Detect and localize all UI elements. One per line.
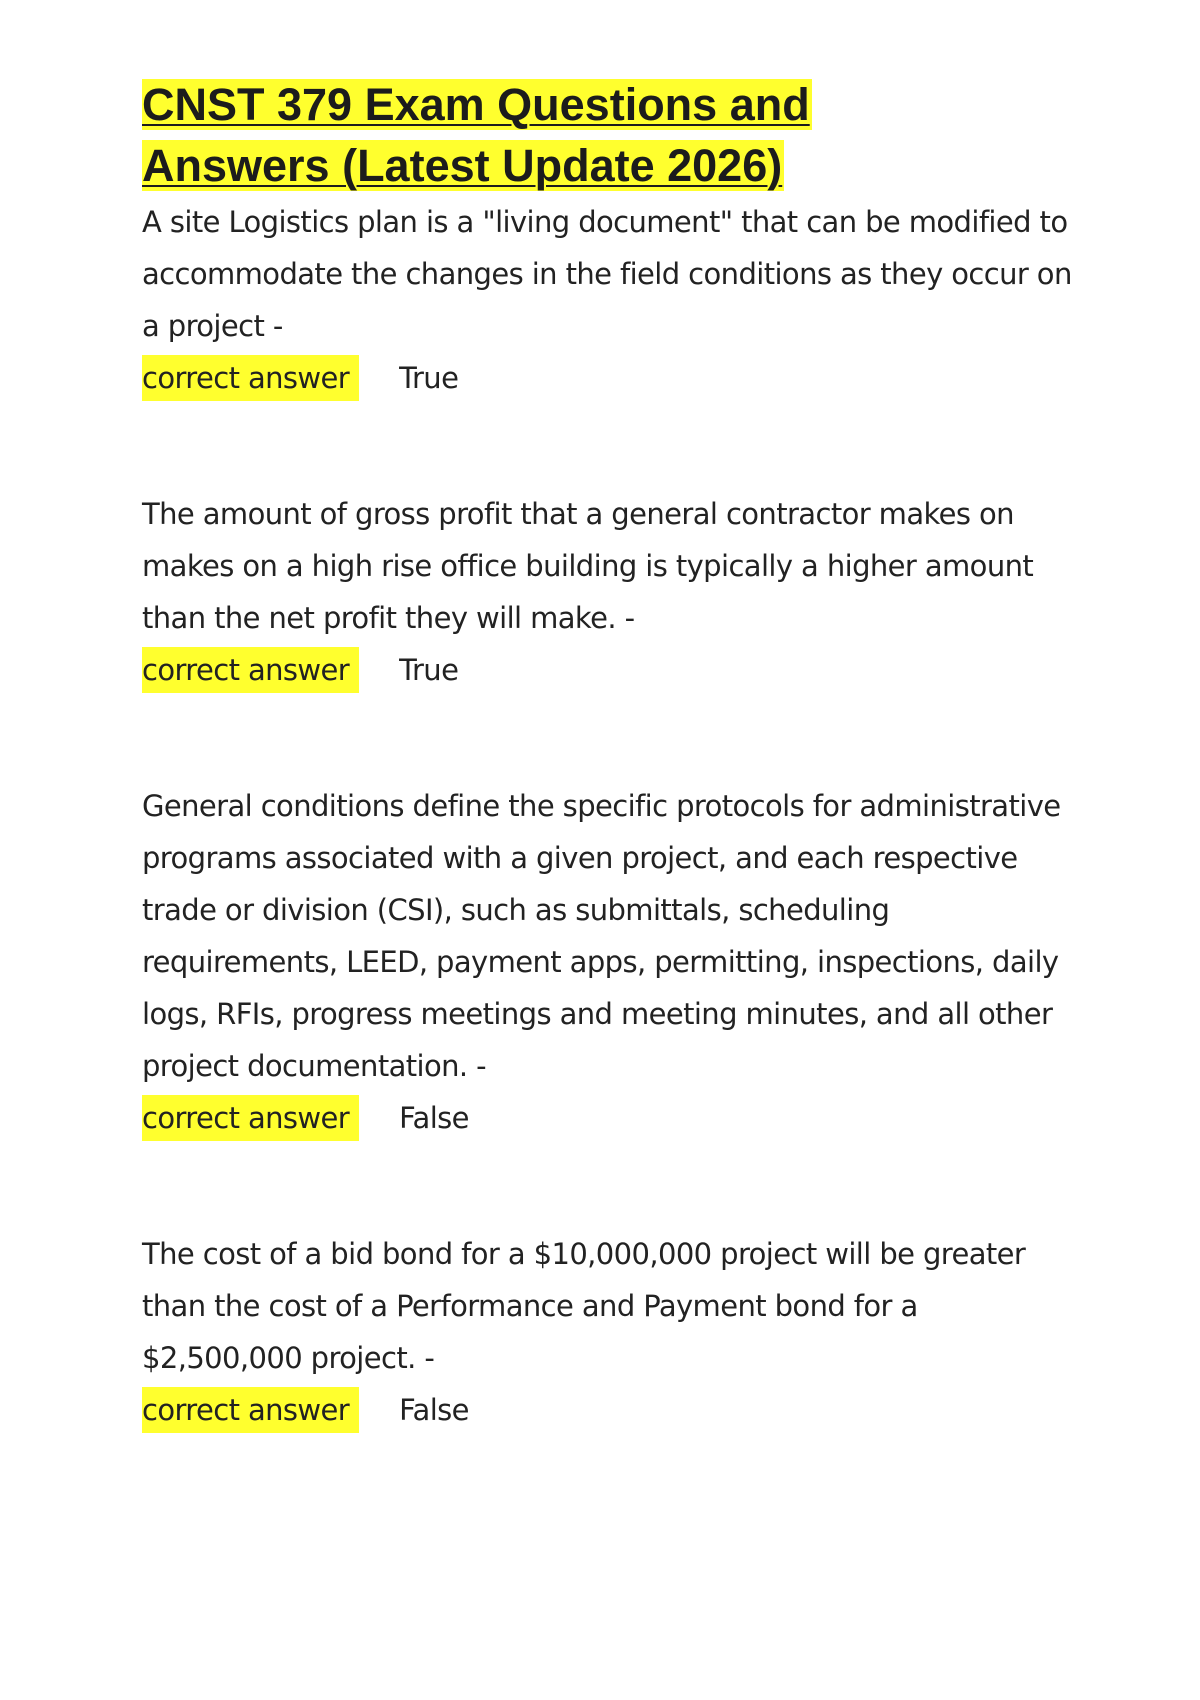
title-line-2: Answers (Latest Update 2026) bbox=[142, 140, 783, 191]
answer-line bbox=[142, 1384, 1072, 1436]
qa-item bbox=[142, 1228, 1072, 1436]
question-text: A site Logistics plan is a "living document" that can be modified to accommodate the changes in the field conditions as they occur on a project - bbox=[142, 205, 1072, 343]
qa-item bbox=[142, 196, 1072, 404]
question-text: General conditions define the specific protocols for administrative programs associated with a given project, and each respective trade or division (CSI), such as submittals, scheduling requirements, LEED, payment apps, permitting, inspections, daily logs, RFIs, progress meetings and meeting minutes, and all other project documentation. - bbox=[142, 789, 1061, 1083]
answer-value: False bbox=[399, 1101, 469, 1135]
answer-label: correct answer bbox=[142, 1095, 359, 1141]
question-text: The amount of gross profit that a general contractor makes on makes on a high rise office building is typically a higher amount than the net profit they will make. - bbox=[142, 497, 1034, 635]
answer-line bbox=[142, 644, 1072, 696]
document-title bbox=[142, 74, 1072, 196]
answer-value: True bbox=[399, 653, 459, 687]
answer-label: correct answer bbox=[142, 647, 359, 693]
document-content bbox=[142, 74, 1072, 1436]
answer-line bbox=[142, 352, 1072, 404]
qa-item bbox=[142, 488, 1072, 696]
answer-label: correct answer bbox=[142, 1387, 359, 1433]
answer-value: True bbox=[399, 361, 459, 395]
title-line-1: CNST 379 Exam Questions and bbox=[142, 79, 810, 130]
answer-line bbox=[142, 1092, 1072, 1144]
question-text: The cost of a bid bond for a $10,000,000 project will be greater than the cost of a Performance and Payment bond for a $2,500,000 project. - bbox=[142, 1237, 1026, 1375]
answer-label: correct answer bbox=[142, 355, 359, 401]
answer-value: False bbox=[399, 1393, 469, 1427]
qa-item bbox=[142, 780, 1072, 1144]
